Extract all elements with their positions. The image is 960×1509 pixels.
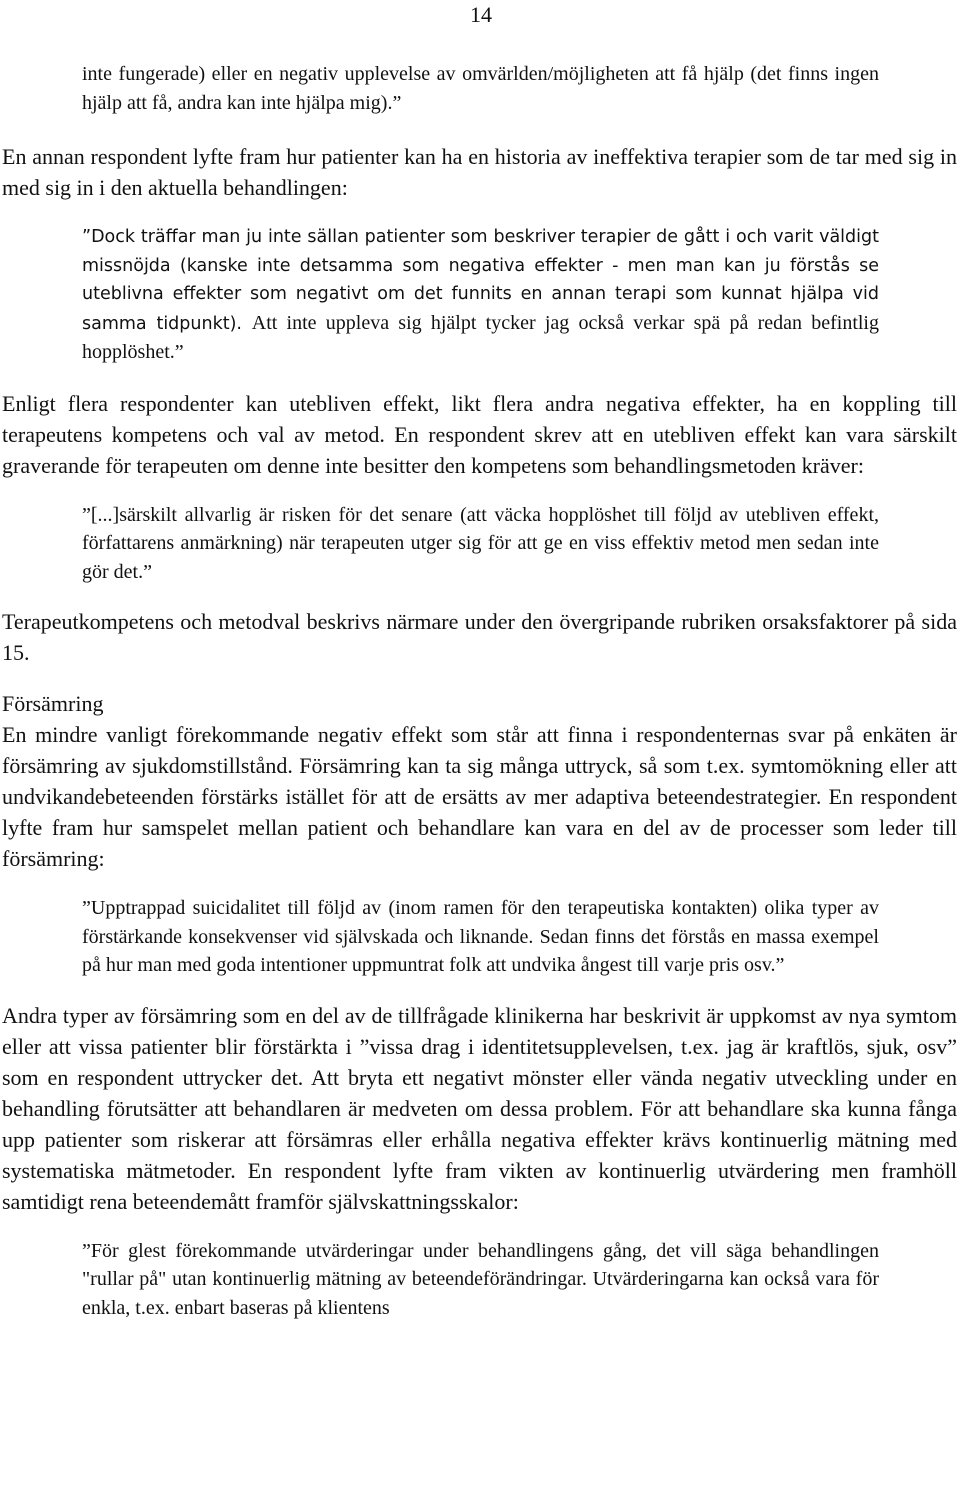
section-heading: Försämring bbox=[2, 691, 104, 716]
body-paragraph: Andra typer av försämring som en del av de tillfrågade klinikerna har beskrivit är uppkomst av nya symtom eller att vissa patienter blir förstärkta i ”vissa drag i identitetsupplevelsen, t.ex. jag är kraftlös, sjuk, osv” som en respondent uttrycker det. Att bryta ett negativt mönster eller vända negativ utveckling under en behandling förutsätter att behandlaren är medveten om dessa problem. För att behandlare ska kunna fånga upp patienter som riskerar att försämras eller erhålla negativa effekter krävs kontinuerlig mätning med systematiska mätmetoder. En respondent lyfte fram vikten av kontinuerlig utvärdering men framhöll samtidigt rena beteendemått framför självskattningsskalor: bbox=[2, 1002, 957, 1214]
body-paragraph: En mindre vanligt förekommande negativ effekt som står att finna i respondenternas svar på enkäten är försämring av sjukdomstillstånd. Försämring kan ta sig många uttryck, så som t.ex. symtomökning eller att undvikandebeteenden förstärks istället för att de ersätts av mer adaptiva beteendestrategier. En respondent lyfte fram hur samspelet mellan patient och behandlare kan vara en del av de processer som leder till försämring: bbox=[2, 722, 957, 871]
block-quote: ”[...]särskilt allvarlig är risken för det senare (att väcka hopplöshet till följd av utebliven effekt, författarens anmärkning) när terapeuten utger sig för att ge en viss effektiv metod men sedan inte gör det.” bbox=[82, 503, 879, 583]
body-paragraph: En annan respondent lyfte fram hur patienter kan ha en historia av ineffektiva terapier som de tar med sig in med sig in i den aktuella behandlingen: bbox=[2, 144, 957, 200]
block-quote: ”Upptrappad suicidalitet till följd av (inom ramen för den terapeutiska kontakten) olika typer av förstärkande konsekvenser vid självskada och liknande. Sedan finns det förstås en massa exempel på hur man med goda intentioner uppmuntrat folk att undvika ångest till varje pris osv.” bbox=[82, 897, 879, 976]
block-quote bbox=[2, 223, 957, 368]
quote-text-sans: ”Dock träffar man ju inte sällan patienter som beskriver terapier de gått i och varit väldigt missnöjda (kanske inte detsamma som negativa effekter - men man kan ju förstås se uteblivna effekter som negativt om det funnits en annan terapi som kunnat hjälpa vid samma tidpunkt). bbox=[82, 227, 879, 334]
quote-continuation: inte fungerade) eller en negativ upplevelse av omvärlden/möjligheten att få hjälp (det finns ingen hjälp att få, andra kan inte hjälpa mig).” bbox=[82, 63, 879, 114]
block-quote: ”För glest förekommande utvärderingar under behandlingens gång, det vill säga behandlingen "rullar på" utan kontinuerlig mätning av beteendeförändringar. Utvärderingarna kan också vara för enkla, t.ex. enbart baseras på klientens bbox=[82, 1239, 879, 1319]
body-paragraph: Terapeutkompetens och metodval beskrivs närmare under den övergripande rubriken orsaksfaktorer på sida 15. bbox=[2, 609, 957, 665]
quote-text-serif: Att inte uppleva sig hjälpt tycker jag också verkar spä på redan befintlig hopplöshet.” bbox=[82, 311, 879, 363]
body-paragraph: Enligt flera respondenter kan utebliven effekt, likt flera andra negativa effekter, ha en koppling till terapeutens kompetens och val av metod. En respondent skrev att en utebliven effekt kan vara särskilt graverande för terapeuten om denne inte besitter den kompetens som behandlingsmetoden kräver: bbox=[2, 390, 957, 478]
page-number: 14 bbox=[470, 2, 492, 27]
document-body bbox=[2, 60, 957, 1342]
